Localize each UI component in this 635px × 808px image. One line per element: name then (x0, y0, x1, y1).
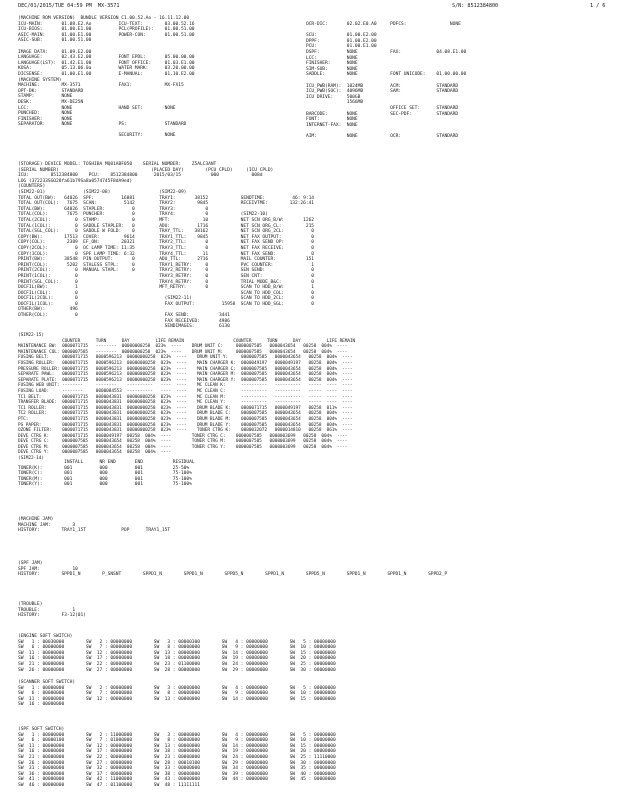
life-counters-section: (SIM22-15) COUNTER TURN DAY LIFE REMAIN COUNTER TURN DAY LIFE REMAIN MAINTENANCE BW: 0000071715 -------- 00000000258 023% ---- DRUM UNIT C: 0000007585 0000043654 00258 004% ---- MAINTENANCE COL: 0000007585 -------- 00000000258 023% ---- DRUM UNIT M: 0000007585 0000043654 00258 004% ---- FUSING BELT: 0000071715 0000596213 00000000258 023% ---- DRUM UNIT Y: 0000007585 0000043654 00258 004% ---- FUSING ROLLER: 0000071715 0000596213 00000000258 023% ---- MAIN CHARGER K: 0000049197 0000049197 00258 004% ---- PRESSURE ROLLER: 0000071715 0000596213 00000000258 023% ---- MAIN CHARGER C: 0000007585 0000043654 00258 004% ---- SEPARATE PAWL: 0000071715 0000596213 00000000258 023% ---- MAIN CHARGER M: 0000007585 0000043654 00258 004% ---- SEPARATE PLATE: 0000071715 0000596213 00000000258 023% ---- MAIN CHARGER Y: 0000007585 0000043654 00258 004% ---- FUSING WEB UNIT: -------- -------- ---------- ---- ---- MC CLEAN K: ---------- ---------- ----- ---- ---- FUSING LOAD: -------- 0000084553 ---------- ---- ---- MC CLEAN C: ---------- ---------- ----- ---- ---- TC1 BELT: 0000071715 0000043831 00000000258 023% ---- MC CLEAN M: ---------- ---------- ----- ---- ---- TRANSFER BLADE: 0000071715 0000043831 00000000258 023% ---- MC CLEAN Y: ---------- ---------- ----- ---- ---- TC1 ROLLER: 0000071715 0000043831 00000000258 023% ---- DRUM BLADE K: 0000071715 0000049197 00258 011% ---- TC2 ROLLER: 0000071715 0000043831 00000000258 023% ---- DRUM BLADE C: 0000007585 0000043654 00258 004% ---- PTC: 0000071715 0000043831 00000000258 023% ---- DRUM BLADE M: 0000007585 0000043654 00258 004% ---- PS PAPER: 0000071715 0000043831 00000000258 023% ---- DRUM BLADE Y: 0000007585 0000043654 00258 004% ---- OZONE FILTER: 0000071715 0000043831 00000000258 023% ---- TONER CTRG K: 0000032072 0000014810 00258 061% ---- DEVE CTRG K: 0000071715 0000049197 00258 004% ---- TONER CTRG C: 0000007585 0000003699 00258 004% ---- DEVE CTRG C: 0000007585 0000043654 00258 004% ---- TONER CTRG M: 0000007585 0000003699 00258 004% ---- DEVE CTRG M: 0000007585 0000043654 00258 004% ---- TONER CTRG Y: 0000007585 0000003699 00258 004% ---- DEVE CTRG Y: 0000007585 0000043654 00258 004% ---- (SIM22-14) (18, 333, 356, 462)
header-page-number: 1 / 6 (590, 3, 606, 9)
engine-soft-switch-section: (ENGINE SOFT SWITCH) SW 1 : 00030000 SW 2 : 00000000 SW 3 : 00000300 SW 4 : 00000000 SW 5 : 00000000 SW 6 : 00000000 SW 7 : 00000000 SW 8 : 00000000 SW 9 : 00000000 SW 10 : 00000000 SW 11 : 00000000 SW 12 : 00000000 SW 13 : 00000000 SW 14 : 00000000 SW 15 : 00000000 SW 16 : 00000000 SW 17 : 00000000 SW 18 : 00000000 SW 19 : 00000000 SW 20 : 00000000 SW 21 : 00000000 SW 22 : 00000000 SW 23 : 01100000 SW 24 : 00000000 SW 25 : 00000000 SW 26 : 00000000 SW 27 : 00000000 SW 28 : 00000000 SW 29 : 00000000 SW 30 : 00000000 (18, 634, 336, 673)
header-serial: S/N: 8512384800 (452, 3, 499, 9)
header-date-model: DEC/01/2015/TUE 04:59 PM MX-3571 (18, 3, 120, 9)
storage-device-section: (STORAGE) DEVICE MODEL: TOSHIBA MQ01ABF050 SERIAL NUMBER: Z5ALC3ANT (SERIAL NUMBER) (PLACED DAY) (PCU CPLD) (ICU CPLD) ICU: 8512384800 PCU: 8512384800 2015/03/15 000 008d LOG (372233SGO28fa61b79Sa8a0574745F8dA9ed) (COUNTERS) (18, 162, 274, 190)
scanner-soft-switch-section: (SCANNER SOFT SWITCH) SW 1 : 00000000 SW 2 : 00000000 SW 3 : 00000000 SW 4 : 00000000 SW 5 : 00000000 SW 6 : 00000000 SW 7 : 00000000 SW 8 : 00000000 SW 9 : 00000000 SW 10 : 00000000 SW 11 : 00000000 SW 12 : 00000000 SW 13 : 00000000 SW 14 : 00000000 SW 15 : 00000000 SW 16 : 00000000 (18, 680, 336, 708)
machine-jam-section: (MACHINE JAM) MACHINE JAM: 3 HISTORY: TRAY1_15T POP TRAY1_15T (18, 517, 171, 534)
toner-status-section: INSTALL NR END END RESIDUAL TONER(K): 001 000 001 25-50% TONER(C): 001 000 001 75-100% TONER(M): 001 000 001 75-100% TONER(Y): 001 000 001 75-100% (18, 460, 195, 488)
spf-soft-switch-section: (SPF SOFT SWITCH) SW 1 : 00000000 SW 2 : 11000000 SW 3 : 00000000 SW 4 : 00000000 SW 5 : 00000000 SW 6 : 00000100 SW 7 : 01000000 SW 8 : 00000000 SW 9 : 00000000 SW 10 : 00000000 SW 11 : 00000000 SW 12 : 00000000 SW 13 : 00000000 SW 14 : 00000000 SW 15 : 00000000 SW 16 : 00000000 SW 17 : 00000000 SW 18 : 00000000 SW 19 : 00000000 SW 20 : 00000000 SW 21 : 00000000 SW 22 : 00000000 SW 23 : 00000000 SW 24 : 00000000 SW 25 : 11110000 SW 26 : 00000000 SW 27 : 00000000 SW 28 : 00010100 SW 29 : 00000000 SW 30 : 00000000 SW 31 : 00000000 SW 32 : 00000000 SW 33 : 00000000 SW 34 : 00000000 SW 35 : 00000000 SW 36 : 00000000 SW 37 : 00000000 SW 38 : 00000000 SW 39 : 00000000 SW 40 : 00000000 SW 41 : 00000000 SW 42 : 11000000 SW 43 : 00000000 SW 44 : 00000000 SW 45 : 00000000 SW 46 : 00000000 SW 47 : 01100000 SW 48 : 11111111 (18, 727, 336, 788)
trouble-section: (TROUBLE) TROUBLE: 1 HISTORY: F3-12(01) (18, 602, 86, 619)
spf-jam-section: (SPF JAM) SPF JAM: 10 HISTORY: SPPD1_N P_SNSNT SPPD1_N SPPD1_N SPPD5_N SPPD1_N SPPD5_N SPPD1_N SPPD1_N SPPD2_P (18, 561, 448, 578)
rom-version-section-right: OCR-DIC: 02.02.E0.A0 PDFCS: NONE SCU: 01.00.E2.00 DPPF: 01.00.E2.00 PCU: 01.00.E1.00 DSPF: NONE FAX: 04.08.E1.00 LCC: NONE FINISHER: NONE SIM-SUB: NONE SADDLE: NONE FONT UNICODE: 01.00.00.00 ICU_PWB(RAM): 1024MB ACM: STANDARD ICU_PWB(SOC): 4096MB SAM: STANDARD ICU DRIVE: 500GB 1566MB OFFICE SET: STANDARD BARCODE: NONE SEC-PDF: STANDARD FONT: NONE INTERNET-FAX: NONE AIM: NONE OCR: STANDARD (306, 22, 467, 139)
counters-section: (SIM22-01) (SIM22-08) (SIM22-09) TOTAL OUT(BW): 64026 SPF: 16881 TRAY1: 38152 SENDTIME: 46: 9:14 TOTAL OUT(COL): 7675 SCAN: 5142 TRAY2: 9845 RECEIVTME: 132:26:41 TOTAL(BW): 64026 STAPLER: 0 TRAY3: 0 TOTAL(COL): 7675 PUNCHER: 0 TRAY4: 0 (SIM22-10) TOTAL(2COL): 0 STAMP: 0 MFT: 10 NET SCN ORG_B/W: 1262 TOTAL(1COL): 0 SADDLE STAPLER: 0 ADU: 1716 NET SCN ORG_CL: 215 TOTAL(SGL_COL): 0 SADDLE W FOLD: 0 TRAY_TTL: 38162 NET SCN ORG_2CL: 0 COPY(BW): 17513 COVER: 9614 TRAY1_TTL: 9845 NET FAX OUTPUT: 0 COPY(COL): 2389 EF_ON: 20321 TRAY2_TTL: 0 NET FAX SEND OP: 0 COPY(2COL): 0 OC LAMP TIME: 11:35 TRAY3_TTL: 0 NET FAX RECEIVE: 0 COPY(1COL): 0 SPF LAMP TIME: 6:32 TRAY4_TTL: 11 NET FAX SEND: 0 PRINT(BW): 38548 PIN OUTPUT: 0 ADU_TTL: 2716 MAIL COUNTER: 151 PRINT(COL): 5202 STALESS STPL: 0 TRAY1_RETRY: 0 PVC COUNTER: 1 PRINT(2COL): 0 MANUAL STAPL: 0 TRAY2_RETRY: 0 SEN SEND: 0 PRINT(1COL): 0 TRAY3_RETRY: 0 SEN CNT: 0 PRINT(SGL_COL): 0 TRAY4_RETRY: 0 TRIAL MODE_B&C: 0 DOCFIL(BW): 1 MFT_RETRY: 0 SCAN TO HDD_B/W: 1 DOCFIL(COL): 0 SCAN TO HDD_COL: 0 DOCFIL(2COL): 0 (SIM22-11) SCAN TO HDD_2CL: 0 DOCFIL(1COL): 0 FAX OUTPUT: 15958 SCAN TO HDD_SGL: 0 OTHER(BW): 496 OTHER(COL): 0 FAX SEND: 3441 FAX RECEIVED: 4986 SENDIMAGES: 6130 (18, 190, 315, 330)
rom-version-section: (MACHINE ROM VERSION) BUNDLE VERSION C1.00.52.Ao - 16.11.12.00 ICU-MAIN: 01.08.E2.Ao ICU-TEXT: 03.00.52.16 ICU-BIOS: 01.00.E1.00 PCL(PROFILE): 01.00.51.00 ASIC-MAIN: 01.00.E1.00 POWER-CON: 01.00.51.00 ASIC-SUB: 01.00.51.00 IMAGE DATA: 01.09.E2.00 LANGUAGE: 02.43.E2.00 FONT EPDL: 05.00.00.00 LANGUAGE(LST): 01.42.E1.00 FONT OFFICE: 01.03.E1.00 KOSA: 05.13.06.0a WATER MARK: 03.20.00.00 DICSENSE: 01.00.E1.00 E-MANUAL: 01.10.E2.00 (MACHINE SYSTEM) MACHINE: MX-3571 FAX1: MX-FX15 OPT-DK: STANDARD STAMP: NONE DESK: MX-DE25N LCC: NONE HAND SET: NONE PUNCHED: NONE FINISHER: NONE SEPARATOR: NONE PS: STANDARD SECURITY: NONE (18, 16, 195, 139)
